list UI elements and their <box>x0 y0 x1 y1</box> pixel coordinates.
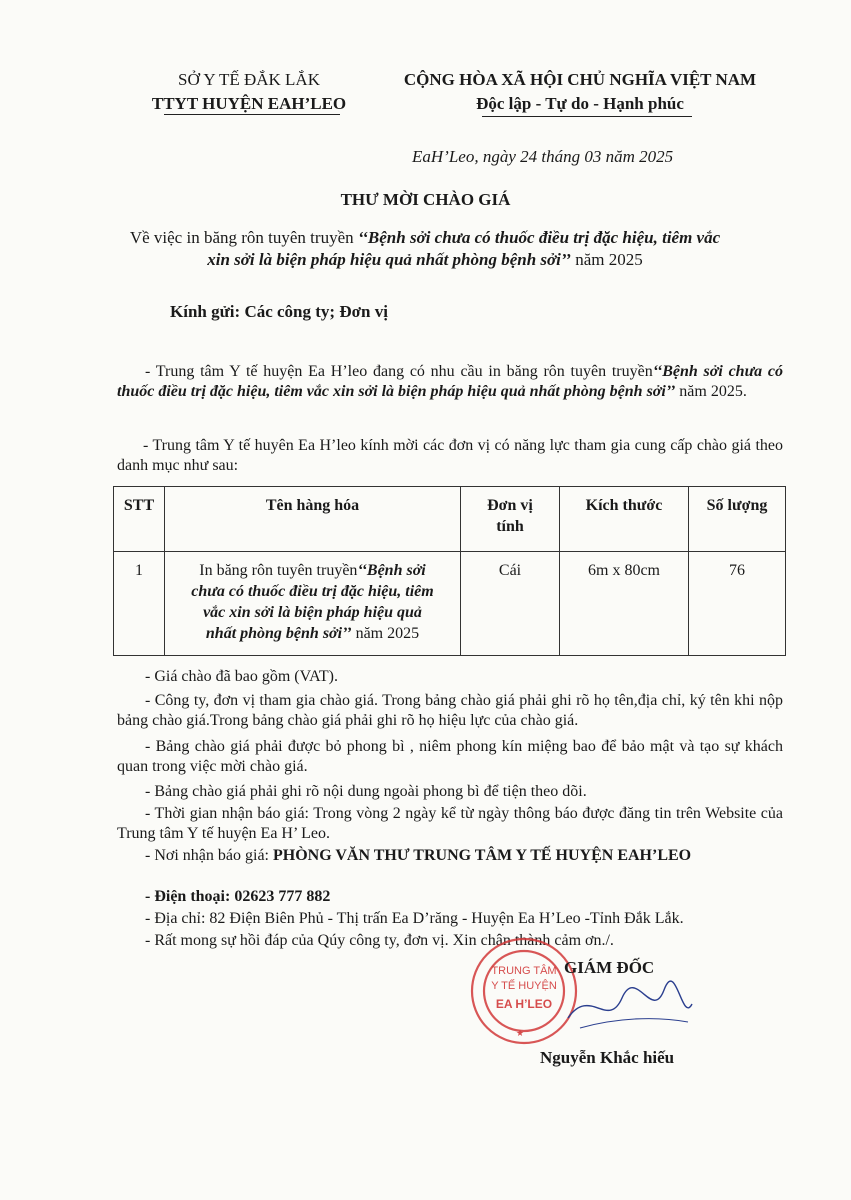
intro-p1-suffix: năm 2025. <box>675 383 747 400</box>
country-title: CỘNG HÒA XÃ HỘI CHỦ NGHĨA VIỆT NAM <box>403 70 757 89</box>
document-title: THƯ MỜI CHÀO GIÁ <box>340 190 511 209</box>
seal-text-2: Y TẾ HUYỆN <box>491 980 557 992</box>
cell-name <box>165 552 461 656</box>
subject-quote-1: ‘‘Bệnh sởi chưa có thuốc điều trị đặc hiệu, tiêm vắc <box>357 228 721 247</box>
note-receiver-office: PHÒNG VĂN THƯ TRUNG TÂM Y TẾ HUYỆN EAH’LEO <box>272 847 692 864</box>
header-stt: STT <box>114 487 165 552</box>
issuer-agency: SỞ Y TẾ ĐẮK LẮK <box>178 70 320 89</box>
note-outside-label: - Bảng chào giá phải ghi rõ nội dung ngoài phong bì để tiện theo dõi. <box>145 783 587 800</box>
cell-size: 6m x 80cm <box>560 552 689 656</box>
subject-quote-2: xin sởi là biện pháp hiệu quả nhất phòng bệnh sởi’’ <box>207 250 571 269</box>
cell-name-1b: ‘‘Bệnh sởi <box>357 562 426 579</box>
signer-role: GIÁM ĐỐC <box>564 958 655 977</box>
handwritten-signature <box>560 978 700 1038</box>
intro-p1-prefix: - Trung tâm Y tế huyện Ea H’leo đang có nhu cầu in băng rôn tuyên truyền <box>145 363 653 380</box>
header-unit <box>461 487 560 552</box>
goods-table <box>113 486 786 656</box>
note-receiver-prefix: - Nơi nhận báo giá: <box>145 847 273 864</box>
recipient: Kính gửi: Các công ty; Đơn vị <box>170 302 388 321</box>
note-phone: - Điện thoại: 02623 777 882 <box>145 888 331 905</box>
issuer-unit: TTYT HUYỆN EAH’LEO <box>151 94 347 113</box>
note-address: - Địa chỉ: 82 Điện Biên Phủ - Thị trấn Ea D’răng - Huyện Ea H’Leo -Tỉnh Đắk Lắk. <box>145 910 684 927</box>
motto-underline <box>482 116 692 117</box>
note-receiver <box>117 846 783 866</box>
issuer-underline <box>164 114 340 115</box>
header-unit-1: Đơn vị <box>487 497 533 514</box>
intro-paragraph-1 <box>117 362 783 402</box>
seal-text-1: TRUNG TÂM <box>491 965 557 977</box>
signer-name: Nguyễn Khắc hiếu <box>540 1048 675 1067</box>
note-vat: - Giá chào đã bao gồm (VAT). <box>145 668 338 685</box>
subject-prefix: Về việc in băng rôn tuyên truyền <box>129 228 358 247</box>
header-unit-2: tính <box>496 518 524 535</box>
seal-star-icon: ★ <box>516 1028 525 1038</box>
subject-suffix: năm 2025 <box>570 250 643 269</box>
table-row <box>114 552 786 656</box>
note-envelope: - Bảng chào giá phải được bỏ phong bì , niêm phong kín miệng bao để bảo mật và tạo sự khách quan trong việc mời chào giá. <box>117 738 783 775</box>
header-size: Kích thước <box>560 487 689 552</box>
note-deadline: - Thời gian nhận báo giá: Trong vòng 2 ngày kể từ ngày thông báo được đăng tin trên Website của Trung tâm Y tế huyện Ea H’ Leo. <box>117 805 783 842</box>
intro-paragraph-2: - Trung tâm Y tế huyên Ea H’leo kính mời các đơn vị có năng lực tham gia cung cấp chào giá theo danh mục như sau: <box>117 437 783 474</box>
subject <box>80 227 770 271</box>
table-header-row <box>114 487 786 552</box>
header-name: Tên hàng hóa <box>165 487 461 552</box>
note-thanks: - Rất mong sự hồi đáp của Qúy công ty, đơn vị. Xin chân thành cảm ơn./. <box>145 932 614 949</box>
date-line: EaH’Leo, ngày 24 tháng 03 năm 2025 <box>412 147 674 166</box>
cell-name-3: vắc xin sởi là biện pháp hiệu quả <box>203 604 422 621</box>
seal-text-3: EA H’LEO <box>495 997 553 1011</box>
cell-name-1a: In băng rôn tuyên truyền <box>199 562 358 579</box>
intro-p1-quote: ‘‘Bệnh sởi chưa có thuốc điều trị đặc hiệu, tiêm vắc xin sởi là biện pháp hiệu quả nhất phòng bệnh sởi’’ <box>117 363 784 400</box>
header-qty: Số lượng <box>689 487 786 552</box>
cell-qty: 76 <box>689 552 786 656</box>
cell-name-4a: nhất phòng bệnh sởi’’ <box>205 625 352 642</box>
cell-stt: 1 <box>114 552 165 656</box>
cell-name-4b: năm 2025 <box>351 625 420 642</box>
cell-unit: Cái <box>461 552 560 656</box>
cell-name-2: chưa có thuốc điều trị đặc hiệu, tiêm <box>191 583 434 600</box>
note-company: - Công ty, đơn vị tham gia chào giá. Trong bảng chào giá phải ghi rõ họ tên,địa chỉ, ký tên khi nộp bảng chào giá.Trong bảng chào giá phải ghi rõ họ hiệu lực của chào giá. <box>117 692 783 729</box>
country-motto: Độc lập - Tự do - Hạnh phúc <box>476 94 684 113</box>
